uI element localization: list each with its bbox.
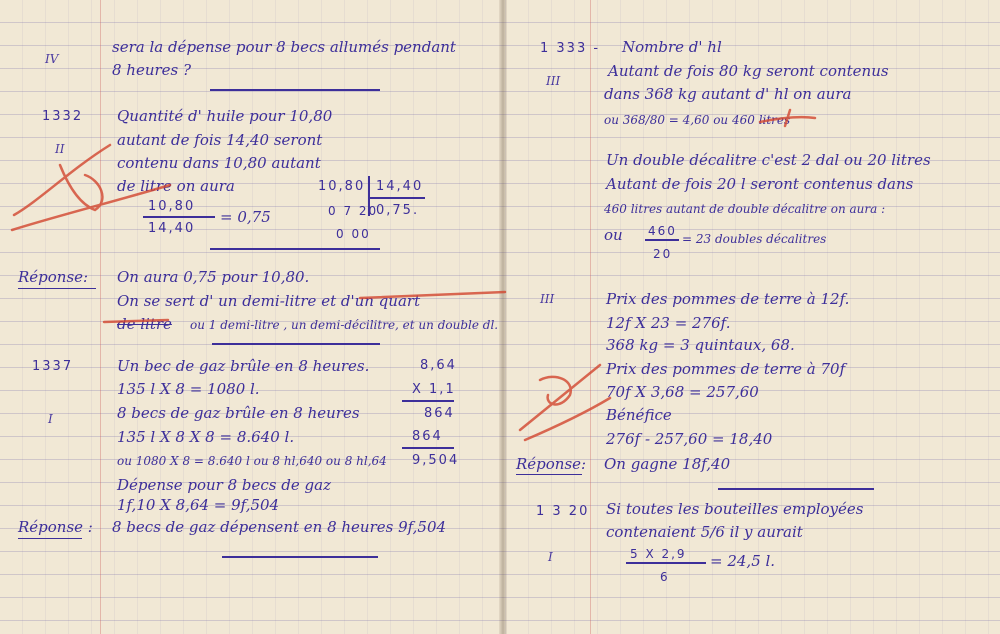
answer-text: ou 1 demi-litre , un demi-décilitre, et un double dl. — [190, 318, 499, 332]
problem-text: contenu dans 10,80 autant — [117, 154, 321, 172]
fraction-denominator: 14,40 — [148, 221, 196, 236]
separator-rule — [718, 488, 874, 490]
problem-text: 135 l X 8 X 8 = 8.640 l. — [117, 428, 295, 446]
problem-text: 8 heures ? — [112, 61, 192, 79]
answer-text: On gagne 18f,40 — [604, 455, 731, 473]
problem-text: 70f X 3,68 = 257,60 — [606, 383, 759, 401]
separator-rule — [222, 556, 378, 558]
problem-text: Prix des pommes de terre à 70f — [606, 360, 846, 378]
answer-label: Réponse: — [18, 268, 89, 286]
problem-text: Dépense pour 8 becs de gaz — [117, 476, 331, 494]
problem-text: ou — [604, 226, 623, 244]
roman-numeral: I — [548, 550, 553, 564]
answer-underline — [18, 538, 82, 539]
notebook-spine — [499, 0, 507, 634]
multiplication-rule — [402, 400, 454, 402]
problem-text: ou 368/80 = 4,60 ou 460 litres — [604, 113, 791, 127]
division-divisor: 14,40 — [376, 179, 424, 194]
roman-numeral: IV — [45, 52, 59, 66]
separator-rule — [210, 248, 380, 250]
problem-text: Un double décalitre c'est 2 dal ou 20 litres — [606, 151, 931, 169]
answer-underline — [516, 474, 582, 475]
division-dividend: 10,80 — [318, 179, 366, 194]
fraction-numerator: 10,80 — [148, 199, 196, 214]
multiplication-row: 864 — [412, 429, 443, 444]
fraction-result: = 24,5 l. — [710, 552, 776, 570]
problem-text: 12f X 23 = 276f. — [606, 314, 731, 332]
problem-text: 8 becs de gaz brûle en 8 heures — [117, 404, 360, 422]
problem-text: 135 l X 8 = 1080 l. — [117, 380, 260, 398]
multiplication-row: X 1,1 — [412, 382, 456, 397]
fraction-bar — [626, 562, 706, 564]
problem-text: 276f - 257,60 = 18,40 — [606, 430, 773, 448]
right-margin-line — [590, 0, 591, 634]
multiplication-result: 9,504 — [412, 453, 460, 468]
fraction-bar — [645, 239, 679, 241]
division-underline — [369, 197, 425, 199]
multiplication-rule — [402, 447, 454, 449]
problem-text: contenaient 5/6 il y aurait — [606, 523, 803, 541]
problem-text: sera la dépense pour 8 becs allumés pendant — [112, 38, 456, 56]
division-remainder: 0 7 20 — [328, 204, 379, 218]
fraction-denominator: 6 — [660, 570, 670, 584]
problem-text: ou 1080 X 8 = 8.640 l ou 8 hl,640 ou 8 hl,64 — [117, 454, 387, 468]
roman-numeral: I — [48, 412, 53, 426]
grade-mark-b — [520, 365, 610, 440]
problem-number: 1332 — [42, 109, 84, 124]
multiplication-row: 8,64 — [420, 358, 457, 373]
fraction-result: = 23 doubles décalitres — [682, 232, 827, 246]
answer-text: On se sert d' un demi-litre et d'un quart — [117, 292, 421, 310]
division-remainder: 0 00 — [336, 227, 371, 241]
problem-text: 1f,10 X 8,64 = 9f,504 — [117, 496, 280, 514]
problem-text: 460 litres autant de double décalitre on aura : — [604, 202, 886, 216]
answer-label: Réponse : — [18, 518, 93, 536]
answer-label: Réponse: — [516, 455, 587, 473]
problem-number: 1337 — [32, 359, 74, 374]
problem-number: 1 333 - — [540, 41, 601, 56]
problem-text: Si toutes les bouteilles employées — [606, 500, 864, 518]
answer-text: On aura 0,75 pour 10,80. — [117, 268, 310, 286]
problem-number: 1 3 20 — [536, 504, 590, 519]
problem-text: Prix des pommes de terre à 12f. — [606, 290, 850, 308]
roman-numeral: III — [546, 74, 561, 88]
fraction-denominator: 20 — [653, 247, 673, 261]
roman-numeral: II — [55, 142, 65, 156]
multiplication-row: 864 — [424, 406, 455, 421]
problem-text: Autant de fois 20 l seront contenus dans — [606, 175, 914, 193]
problem-text: Quantité d' huile pour 10,80 — [117, 107, 333, 125]
problem-title: Nombre d' hl — [622, 38, 722, 56]
answer-underline — [18, 288, 96, 289]
separator-rule — [212, 343, 380, 345]
left-margin-line — [100, 0, 101, 634]
problem-text: Autant de fois 80 kg seront contenus — [608, 62, 889, 80]
problem-text: Un bec de gaz brûle en 8 heures. — [117, 357, 370, 375]
problem-text: autant de fois 14,40 seront — [117, 131, 323, 149]
problem-text: dans 368 kg autant d' hl on aura — [604, 85, 852, 103]
fraction-result: = 0,75 — [220, 208, 271, 226]
problem-text: Bénéfice — [606, 406, 672, 424]
struck-text: de litre — [117, 315, 172, 333]
separator-rule — [210, 89, 380, 91]
division-quotient: 0,75. — [376, 203, 420, 218]
problem-text: 368 kg = 3 quintaux, 68. — [606, 336, 795, 354]
fraction-numerator: 460 — [648, 224, 677, 238]
problem-text: de litre on aura — [117, 177, 235, 195]
fraction-bar — [143, 216, 215, 218]
answer-text: 8 becs de gaz dépensent en 8 heures 9f,504 — [112, 518, 447, 536]
roman-numeral: III — [540, 292, 555, 306]
fraction-numerator: 5 X 2,9 — [630, 547, 687, 561]
